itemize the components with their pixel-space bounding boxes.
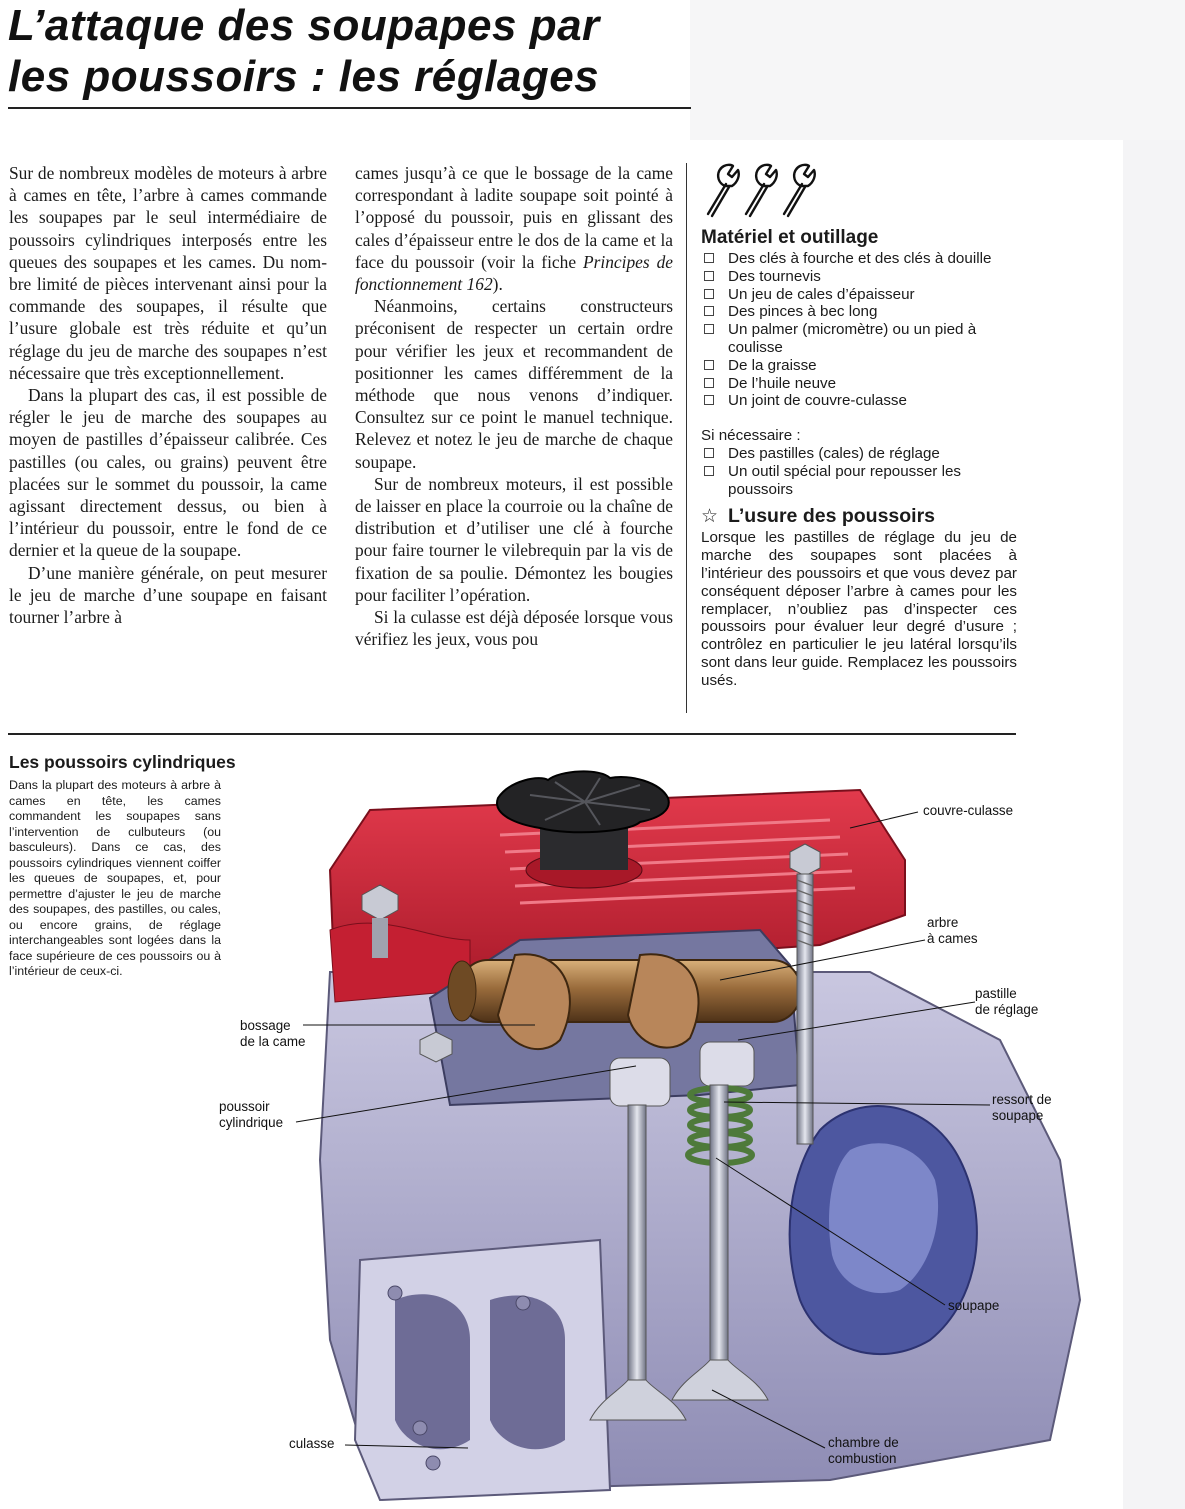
title-rule	[8, 107, 691, 109]
checklist-item	[701, 250, 1017, 268]
checklist-item	[701, 445, 1017, 463]
checklist-item	[701, 321, 1017, 357]
title-line-2: les poussoirs : les réglages	[8, 52, 600, 101]
figure-caption: Dans la plupart des moteurs à arbre à cames en tête, les cames commandent les soupapes sans l’intervention de culbuteurs (ou basculeurs). Dans ce cas, des poussoirs cylindriques viennent coiffer les queues de soupapes, et, pour permettre d’ajuster le jeu de marche des soupapes, des pastilles, ou cales, ou encore grains, de réglage interchangeables sont logées dans la face supérieure de ces poussoirs ou à l’intérieur de ceux-ci.	[9, 778, 221, 978]
page-title	[8, 0, 698, 102]
checkbox-icon	[704, 306, 714, 316]
checkbox-icon	[704, 324, 714, 334]
text-run: ).	[492, 274, 503, 295]
checklist-label: De la graisse	[728, 356, 817, 374]
materiel-heading: Matériel et outillage	[701, 227, 879, 248]
paragraph: Sur de nombreux moteurs, il est possible de laisser en place la courroie ou la chaîne de distribution et d’utiliser une clé à fourche pour faire tourner le vilebrequin par la vis de fixation de sa poulie. Démontez les bougies pour faciliter l’opération.	[355, 473, 673, 605]
label-line: à cames	[927, 930, 978, 946]
label-line: soupape	[992, 1107, 1044, 1123]
paragraph: Sur de nombreux modèles de moteurs à arbre à cames en tête, l’arbre à cames commande les soupapes par le seul intermédiaire de poussoirs cylindriques interposés entre les queues des soupapes et les cames. Du nombre limité de pièces intervenant ainsi pour la commande des soupapes, il résulte que l’usure globale est très réduite et qu’un réglage du jeu de marche des soupapes n’est nécessaire que très exceptionnellement.	[9, 163, 327, 383]
label-line: combustion	[828, 1450, 897, 1466]
checklist-item	[701, 286, 1017, 304]
checkbox-icon	[704, 448, 714, 458]
label-ressort-de-soupape	[992, 1092, 1052, 1123]
checklist-label: Un palmer (micromètre) ou un pied à coulisse	[728, 321, 977, 356]
checklist-item	[701, 392, 1017, 410]
label-line: arbre	[927, 915, 959, 930]
si-necessaire-checklist	[701, 445, 1017, 498]
checklist-item	[701, 463, 1017, 499]
label-arbre-a-cames	[927, 915, 978, 946]
sidebar	[701, 160, 1017, 690]
checklist-item	[701, 303, 1017, 321]
checklist-label: Des pastilles (cales) de réglage	[728, 444, 940, 462]
checklist-label: Des clés à fourche et des clés à douille	[728, 250, 992, 267]
page-corner-shade	[690, 0, 1185, 140]
paragraph: D’une manière générale, on peut mesurer le jeu de marche d’une soupape en faisant tourner l’arbre à	[9, 562, 327, 628]
text-column-2	[355, 162, 673, 650]
label-line: de la came	[240, 1033, 306, 1049]
checklist-item	[701, 268, 1017, 286]
checkbox-icon	[704, 395, 714, 405]
label-line: chambre de	[828, 1435, 899, 1450]
label-bossage-de-la-came	[240, 1018, 306, 1049]
usure-paragraph: Lorsque les pastilles de réglage du jeu de marche des soupapes sont placées à l’intérieur des poussoirs et que vous devez par conséquent déposer l’arbre à cames pour les remplacer, n’oubliez pas d’inspecter ces poussoirs pour évaluer leur degré d’usure ; contrôlez en particulier le jeu latéral lorsqu’ils sont dans leur guide. Remplacez les poussoirs usés.	[701, 529, 1017, 689]
paragraph: Dans la plupart des cas, il est possible de régler le jeu de marche des soupapes au moyen de pastilles d’épaisseur calibrée. Ces pastilles (ou cales, ou grains) peuvent être placées sur le sommet du poussoir, la came agissant directement dessus, ou bien à l’intérieur du poussoir, entre le fond de ce dernier et la queue de la soupape.	[9, 385, 327, 561]
label-line: poussoir	[219, 1099, 270, 1114]
label-poussoir-cylindrique	[219, 1099, 283, 1130]
usure-heading	[701, 504, 1017, 529]
checkbox-icon	[704, 466, 714, 476]
label-soupape: soupape	[948, 1298, 1000, 1313]
label-line: ressort de	[992, 1092, 1052, 1107]
column-rule	[686, 163, 687, 713]
title-line-1: L’attaque des soupapes par	[8, 1, 600, 50]
checklist-label: Un jeu de cales d’épaisseur	[728, 285, 915, 303]
paragraph: Si la culasse est déjà déposée lorsque vous vérifiez les jeux, vous pou	[355, 607, 673, 650]
section-rule	[8, 733, 1016, 735]
materiel-checklist	[701, 250, 1017, 410]
usure-title: L’usure des poussoirs	[728, 505, 936, 528]
star-icon: ☆	[701, 506, 719, 528]
label-culasse: culasse	[289, 1436, 335, 1451]
text-column-1	[9, 162, 327, 628]
checkbox-icon	[704, 360, 714, 370]
label-line: bossage	[240, 1018, 291, 1033]
label-couvre-culasse: couvre-culasse	[923, 803, 1014, 818]
fiche-reference: Principes de fonctionnement 162	[355, 251, 673, 295]
checkbox-icon	[704, 289, 714, 299]
si-necessaire-label: Si nécessaire :	[701, 427, 801, 445]
figure-title: Les poussoirs cylindriques	[9, 752, 236, 772]
label-pastille-de-reglage	[975, 986, 1038, 1017]
checklist-item	[701, 357, 1017, 375]
label-chambre-de-combustion	[828, 1435, 899, 1466]
checklist-item	[701, 375, 1017, 393]
checklist-label: Un outil spécial pour repousser les poussoirs	[728, 462, 961, 498]
checklist-label: Des tournevis	[728, 267, 821, 285]
checklist-label: Des pinces à bec long	[728, 303, 878, 321]
checkbox-icon	[704, 253, 714, 263]
paragraph: Néanmoins, certains constructeurs préconisent de respecter un certain ordre pour vérifier les jeux et recommandent de positionner les cames différemment de la méthode que nous venons d’indiquer. Consultez sur ce point le manuel technique. Relevez et notez le jeu de marche de chaque soupape.	[355, 296, 673, 472]
checklist-label: De l’huile neuve	[728, 374, 837, 392]
text-run: cames jusqu’à ce que le bossage de la came correspondant à ladite soupape soit pointé à l’opposé du poussoir, puis en glissant des cales d’épaisseur entre le dos de la came et la face du poussoir (voir la fiche	[355, 163, 673, 272]
label-line: pastille	[975, 986, 1017, 1001]
checklist-label: Un joint de couvre-culasse	[728, 392, 907, 410]
label-line: de réglage	[975, 1001, 1039, 1017]
checkbox-icon	[704, 271, 714, 281]
wrench-icon	[702, 160, 824, 220]
paragraph	[355, 162, 673, 295]
label-line: cylindrique	[219, 1114, 284, 1130]
checkbox-icon	[704, 378, 714, 388]
